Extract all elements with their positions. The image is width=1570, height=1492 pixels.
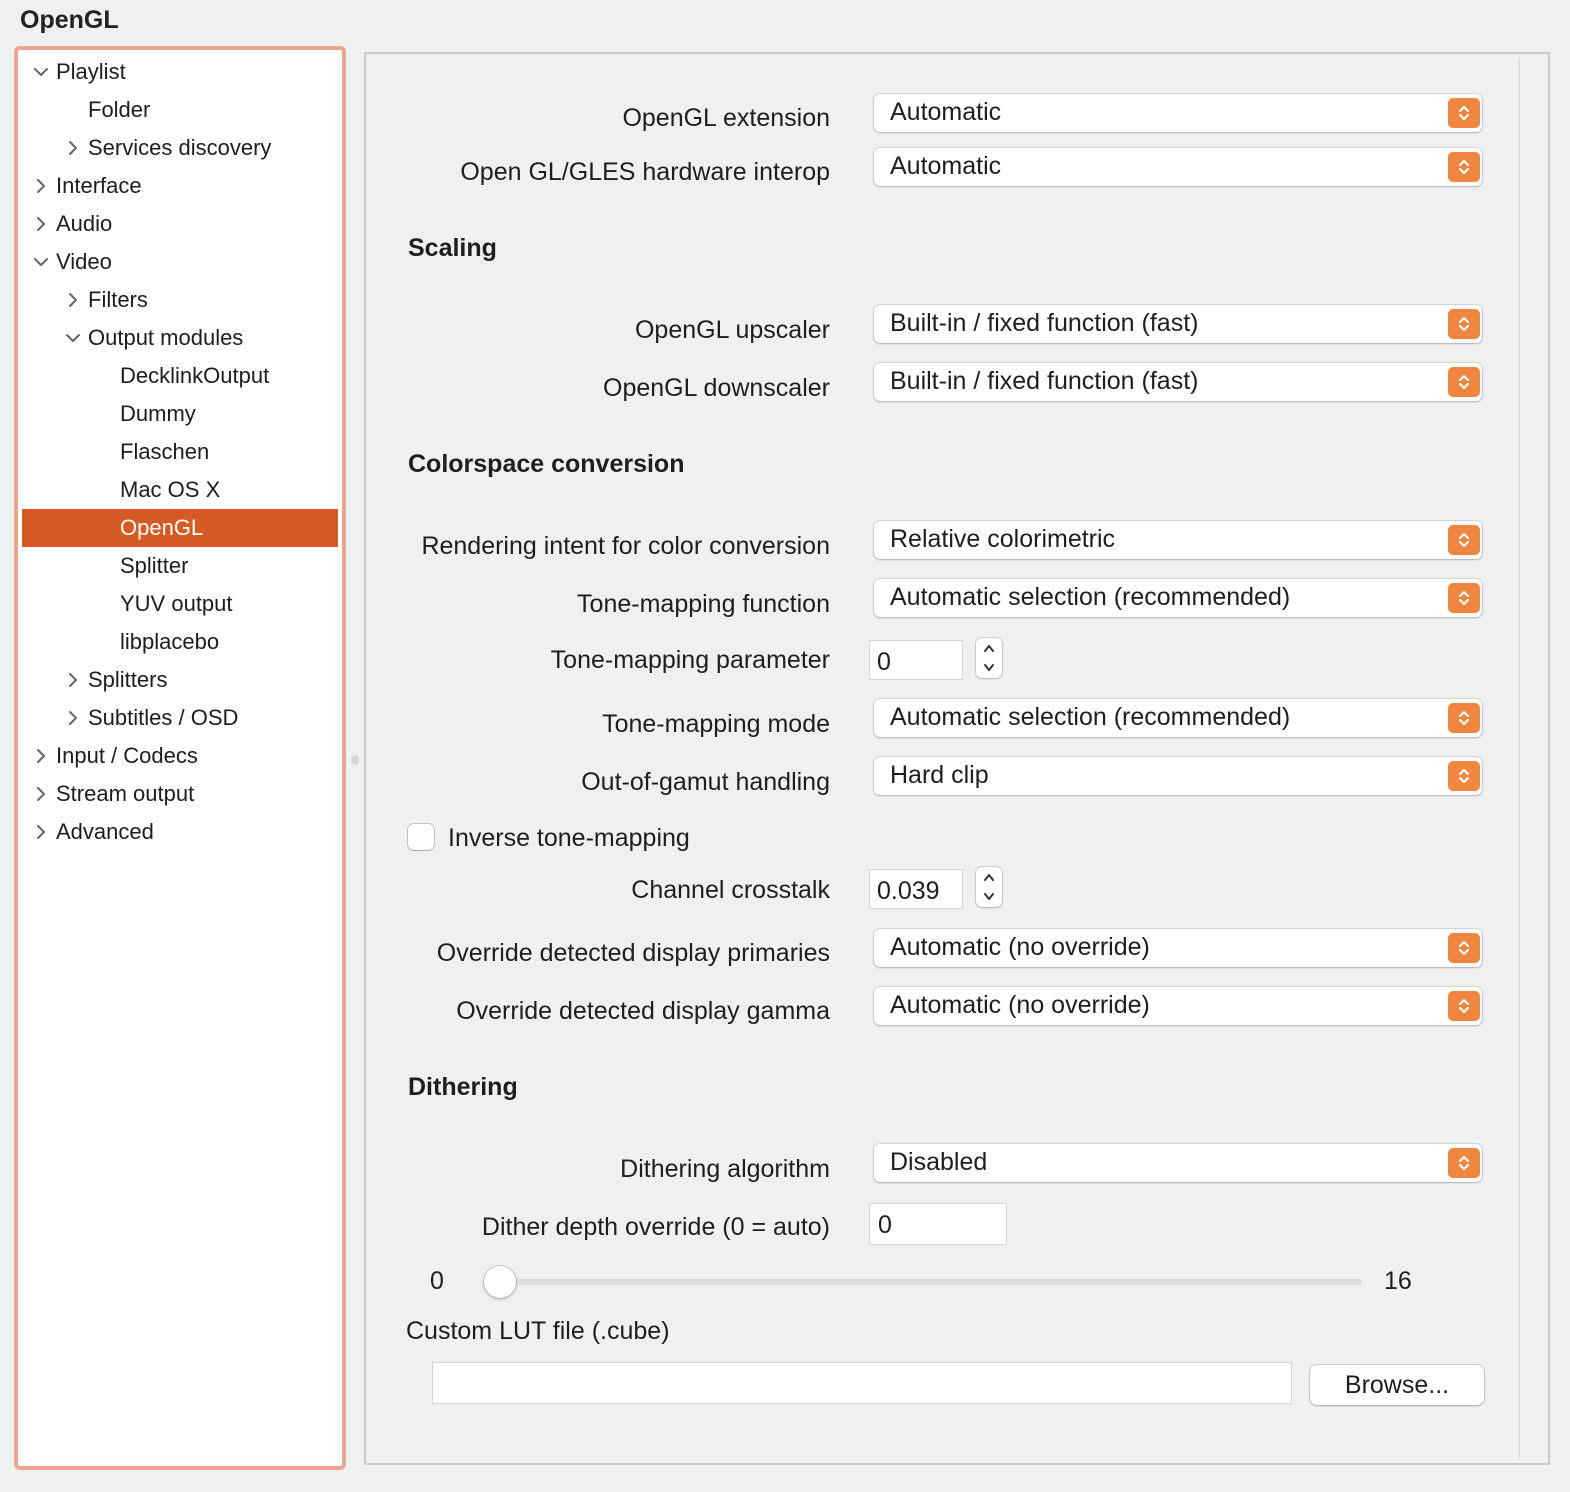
tone-function-popup[interactable]: [874, 579, 1482, 617]
crosstalk-label: Channel crosstalk: [631, 876, 830, 904]
tree-item-label: Audio: [56, 211, 113, 236]
upscaler-label: OpenGL upscaler: [634, 316, 830, 344]
tree-item-label: Subtitles / OSD: [88, 705, 239, 730]
tree-item[interactable]: [22, 357, 338, 395]
gamma-label: Override detected display gamma: [456, 997, 830, 1025]
dither-depth-slider[interactable]: [484, 1279, 1362, 1285]
tone-param-label: Tone-mapping parameter: [550, 646, 830, 674]
tree-item-label: Splitter: [120, 553, 189, 578]
tree-item[interactable]: [22, 319, 338, 357]
tree-item[interactable]: [22, 699, 338, 737]
stepper-down-icon[interactable]: [976, 658, 1002, 678]
gamma-value: Automatic (no override): [890, 991, 1150, 1019]
gamut-popup[interactable]: [874, 757, 1482, 795]
stepper-up-icon[interactable]: [976, 867, 1002, 887]
scaling-heading: Scaling: [408, 234, 497, 262]
chevron-right-icon[interactable]: [64, 671, 82, 689]
popup-arrows-icon: [1448, 152, 1480, 182]
rendering-intent-label: Rendering intent for color conversion: [421, 532, 830, 560]
dither-algo-popup[interactable]: [874, 1144, 1482, 1182]
upscaler-value: Built-in / fixed function (fast): [890, 309, 1199, 337]
tone-mode-label: Tone-mapping mode: [602, 710, 830, 738]
chevron-right-icon[interactable]: [32, 747, 50, 765]
chevron-down-icon[interactable]: [32, 63, 50, 81]
scroll-track: [1519, 58, 1520, 1459]
tone-function-value: Automatic selection (recommended): [890, 583, 1291, 611]
crosstalk-value: 0.039: [877, 877, 940, 905]
lut-label: Custom LUT file (.cube): [406, 1317, 670, 1345]
tree-item[interactable]: [22, 813, 338, 851]
tree-item[interactable]: [22, 281, 338, 319]
lut-path-field[interactable]: [432, 1362, 1292, 1404]
chevron-right-icon[interactable]: [64, 291, 82, 309]
tree-item-label: DecklinkOutput: [120, 363, 270, 388]
opengl-extension-label: OpenGL extension: [622, 104, 830, 132]
rendering-intent-popup[interactable]: [874, 521, 1482, 559]
tree-item[interactable]: [22, 395, 338, 433]
inverse-tone-checkbox[interactable]: [408, 824, 434, 850]
tree-item-label: Input / Codecs: [56, 743, 198, 768]
tree-item-label: Advanced: [56, 819, 154, 844]
tone-function-label: Tone-mapping function: [577, 590, 830, 618]
preferences-tree[interactable]: [14, 46, 346, 1470]
tree-item-label: Dummy: [120, 401, 196, 426]
chevron-down-icon[interactable]: [64, 329, 82, 347]
tree-item[interactable]: [22, 547, 338, 585]
chevron-right-icon[interactable]: [32, 823, 50, 841]
crosstalk-field[interactable]: [869, 869, 963, 909]
slider-thumb[interactable]: [484, 1266, 516, 1298]
dither-depth-value: 0: [878, 1211, 892, 1239]
popup-arrows-icon: [1448, 98, 1480, 128]
tree-item[interactable]: [22, 585, 338, 623]
popup-arrows-icon: [1448, 991, 1480, 1021]
downscaler-value: Built-in / fixed function (fast): [890, 367, 1199, 395]
tree-item-label: OpenGL: [120, 515, 204, 540]
page-title: OpenGL: [20, 6, 119, 34]
tree-item-label: Mac OS X: [120, 477, 221, 502]
tree-item-label: Interface: [56, 173, 142, 198]
dither-depth-label: Dither depth override (0 = auto): [481, 1213, 830, 1241]
downscaler-label: OpenGL downscaler: [603, 374, 830, 402]
chevron-right-icon[interactable]: [64, 139, 82, 157]
tree-item[interactable]: [22, 53, 338, 91]
slider-min-label: 0: [430, 1267, 444, 1295]
popup-arrows-icon: [1448, 703, 1480, 733]
tree-item-label: YUV output: [120, 591, 233, 616]
popup-arrows-icon: [1448, 309, 1480, 339]
tree-item[interactable]: [22, 471, 338, 509]
tree-item-label: Output modules: [88, 325, 244, 350]
tree-item[interactable]: [22, 661, 338, 699]
upscaler-popup[interactable]: [874, 305, 1482, 343]
tree-item-label: Stream output: [56, 781, 195, 806]
colorspace-heading: Colorspace conversion: [408, 450, 685, 478]
hw-interop-popup[interactable]: [874, 148, 1482, 186]
dither-algo-label: Dithering algorithm: [620, 1155, 830, 1183]
hw-interop-label: Open GL/GLES hardware interop: [460, 158, 830, 186]
tree-item[interactable]: [22, 737, 338, 775]
dither-algo-value: Disabled: [890, 1148, 988, 1176]
chevron-down-icon[interactable]: [32, 253, 50, 271]
popup-arrows-icon: [1448, 1148, 1480, 1178]
stepper-down-icon[interactable]: [976, 887, 1002, 907]
gamma-popup[interactable]: [874, 987, 1482, 1025]
tree-item-label: Flaschen: [120, 439, 210, 464]
tree-item-label: Playlist: [56, 59, 126, 84]
tone-mode-value: Automatic selection (recommended): [890, 703, 1291, 731]
inverse-tone-label[interactable]: Inverse tone-mapping: [448, 824, 690, 852]
tree-item[interactable]: [22, 91, 338, 129]
downscaler-popup[interactable]: [874, 363, 1482, 401]
opengl-extension-value: Automatic: [890, 98, 1002, 126]
tone-mode-popup[interactable]: [874, 699, 1482, 737]
gamut-label: Out-of-gamut handling: [581, 768, 830, 796]
settings-panel: [364, 52, 1550, 1465]
gamut-value: Hard clip: [890, 761, 989, 789]
tone-param-stepper[interactable]: [976, 638, 1002, 678]
tree-item-label: libplacebo: [120, 629, 220, 654]
primaries-popup[interactable]: [874, 929, 1482, 967]
chevron-right-icon[interactable]: [32, 177, 50, 195]
tree-item-label: Filters: [88, 287, 148, 312]
tree-item-label: Services discovery: [88, 135, 272, 160]
chevron-right-icon[interactable]: [32, 785, 50, 803]
tree-item[interactable]: [22, 433, 338, 471]
split-view-handle[interactable]: [351, 755, 359, 765]
tree-item[interactable]: [22, 167, 338, 205]
primaries-value: Automatic (no override): [890, 933, 1150, 961]
tree-item[interactable]: [22, 129, 338, 167]
popup-arrows-icon: [1448, 367, 1480, 397]
dithering-heading: Dithering: [408, 1073, 518, 1101]
tree-item[interactable]: [22, 509, 338, 547]
browse-button[interactable]: Browse...: [1310, 1365, 1484, 1405]
popup-arrows-icon: [1448, 583, 1480, 613]
tree-item-label: Splitters: [88, 667, 168, 692]
tree-item[interactable]: [22, 205, 338, 243]
slider-max-label: 16: [1384, 1267, 1412, 1295]
hw-interop-value: Automatic: [890, 152, 1002, 180]
tree-item[interactable]: [22, 623, 338, 661]
tone-param-field[interactable]: [869, 640, 963, 680]
chevron-right-icon[interactable]: [32, 215, 50, 233]
tree-item[interactable]: [22, 243, 338, 281]
primaries-label: Override detected display primaries: [436, 939, 830, 967]
dither-depth-field[interactable]: [869, 1203, 1007, 1245]
stepper-up-icon[interactable]: [976, 638, 1002, 658]
opengl-extension-popup[interactable]: [874, 94, 1482, 132]
tree-item[interactable]: [22, 775, 338, 813]
chevron-right-icon[interactable]: [64, 709, 82, 727]
tone-param-value: 0: [877, 648, 891, 676]
tree-item-label: Folder: [88, 97, 151, 122]
popup-arrows-icon: [1448, 761, 1480, 791]
rendering-intent-value: Relative colorimetric: [890, 525, 1116, 553]
crosstalk-stepper[interactable]: [976, 867, 1002, 907]
popup-arrows-icon: [1448, 933, 1480, 963]
popup-arrows-icon: [1448, 525, 1480, 555]
tree-item-label: Video: [56, 249, 112, 274]
